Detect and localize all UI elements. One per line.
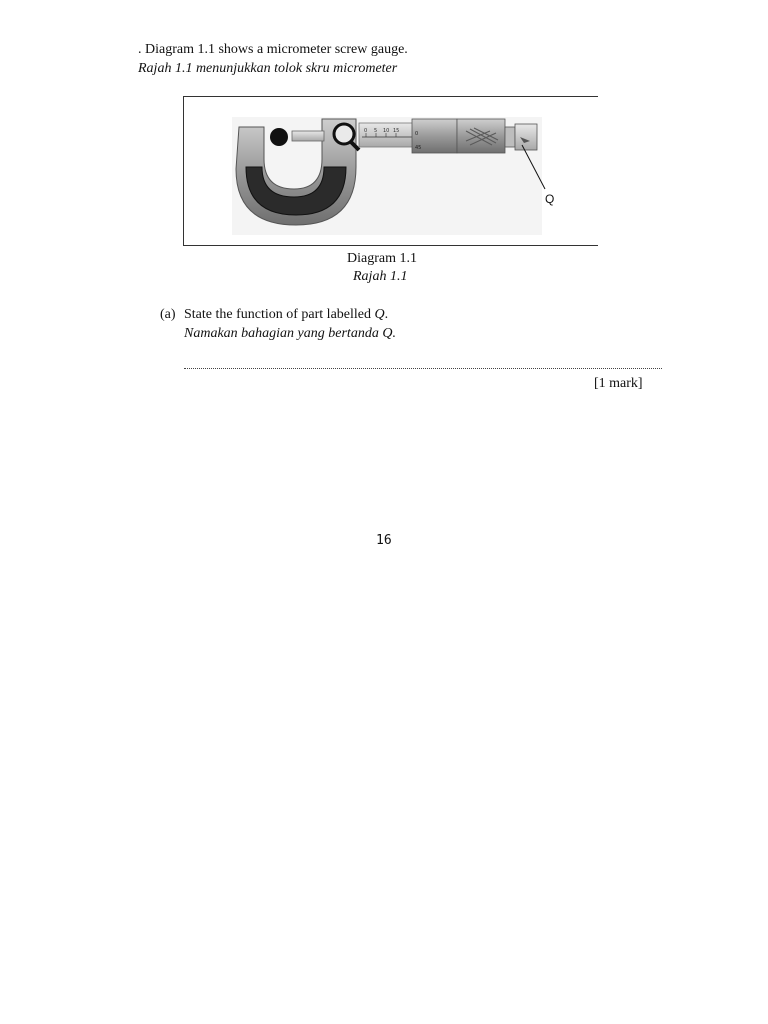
sleeve-scale — [359, 123, 414, 147]
part-label-q: Q — [545, 192, 555, 206]
question-english-var: Q — [374, 307, 385, 322]
intro-english: . Diagram 1.1 shows a micrometer screw gauge. — [138, 42, 408, 57]
scale-tick-10: 10 — [383, 128, 390, 134]
question-english: State the function of part labelled Q. — [184, 307, 389, 322]
ratchet — [505, 124, 537, 150]
micrometer-illustration — [184, 97, 598, 245]
figure-frame — [183, 96, 598, 246]
spindle — [292, 131, 324, 141]
thimble — [412, 119, 505, 153]
answer-line[interactable] — [184, 368, 662, 369]
scale-tick-0: 0 — [364, 128, 368, 134]
scale-tick-5: 5 — [374, 128, 378, 134]
page-number: 16 — [376, 533, 392, 548]
thimble-tick-0: 0 — [415, 131, 419, 137]
intro-malay: Rajah 1.1 menunjukkan tolok skru micrometer — [138, 61, 398, 76]
figure-caption-malay: Rajah 1.1 — [353, 269, 408, 284]
marks-allocation: [1 mark] — [594, 376, 643, 391]
question-malay: Namakan bahagian yang bertanda Q. — [184, 326, 396, 341]
question-malay-var: Q — [382, 326, 393, 341]
question-number: (a) — [160, 307, 176, 322]
scale-tick-15: 15 — [393, 128, 400, 134]
figure-caption-english: Diagram 1.1 — [347, 251, 417, 266]
thimble-tick-45: 45 — [415, 145, 422, 151]
anvil — [270, 128, 288, 146]
